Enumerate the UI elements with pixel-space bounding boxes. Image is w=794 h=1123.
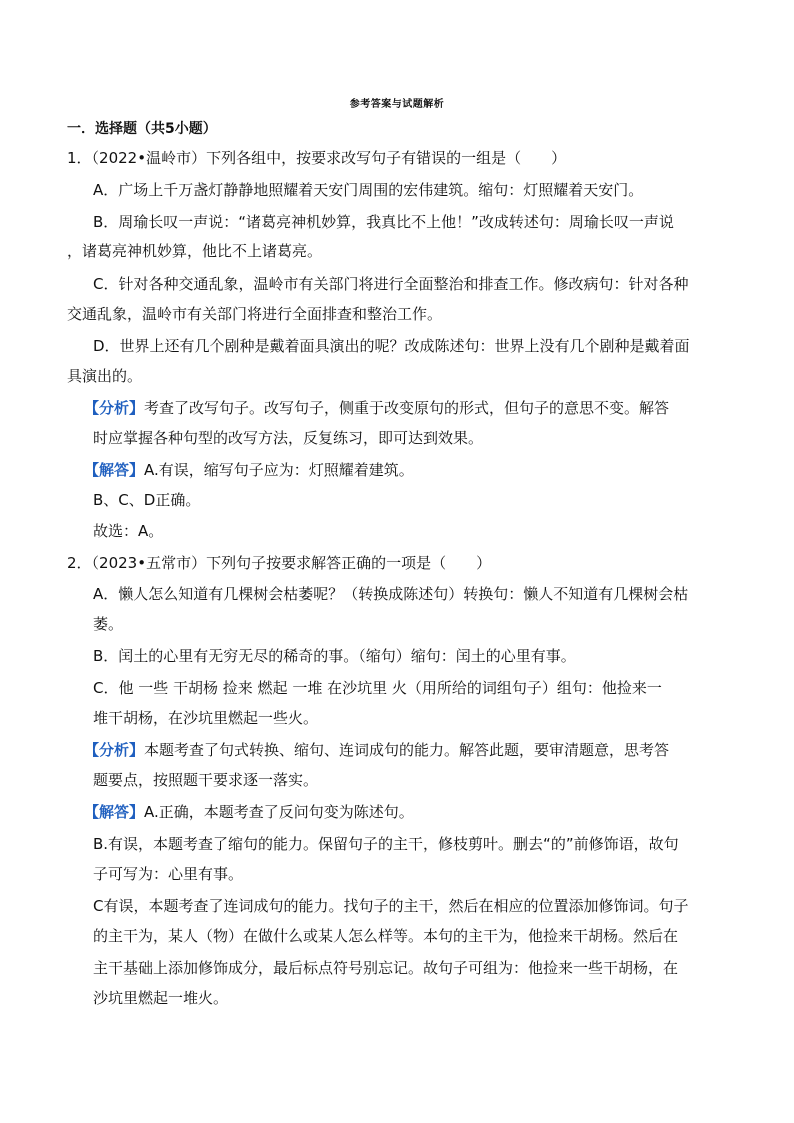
question-2-answer	[84, 802, 414, 822]
question-1-option-d-cont: 具演出的。	[67, 367, 143, 385]
question-2-option-c: C．他 一些 干胡杨 捡来 燃起 一堆 在沙坑里 火（用所给的词组句子）组句：他捡来一	[93, 679, 662, 697]
question-2-stem: 2．（2023•五常市）下列句子按要求解答正确的一项是（ ）	[67, 554, 492, 572]
question-2-answer-line-3: 子可写为：心里有事。	[93, 865, 244, 883]
question-1-answer-line-2: B、C、D正确。	[93, 491, 201, 509]
answer-text: A.正确，本题考查了反问句变为陈述句。	[144, 803, 414, 821]
answer-text: A.有误，缩写句子应为：灯照耀着建筑。	[144, 461, 414, 479]
question-1-option-c-cont: 交通乱象，温岭市有关部门将进行全面排查和整治工作。	[67, 305, 443, 323]
question-1-analysis	[84, 398, 669, 418]
question-1-option-a: A．广场上千万盏灯静静地照耀着天安门周围的宏伟建筑。缩句：灯照耀着天安门。	[93, 181, 644, 199]
question-2-analysis	[84, 740, 669, 760]
question-2-answer-line-6: 主干基础上添加修饰成分，最后标点符号别忘记。故句子可组为：他捡来一些干胡杨，在	[93, 959, 679, 977]
question-1-option-c: C．针对各种交通乱象，温岭市有关部门将进行全面整治和排查工作。修改病句：针对各种	[93, 275, 689, 293]
question-2-answer-line-7: 沙坑里燃起一堆火。	[93, 989, 229, 1007]
question-1-analysis-cont: 时应掌握各种句型的改写方法，反复练习，即可达到效果。	[93, 429, 484, 447]
question-2-option-b: B．闰土的心里有无穷无尽的稀奇的事。（缩句）缩句：闰土的心里有事。	[93, 647, 576, 665]
section-heading: 一．选择题（共5小题）	[67, 121, 217, 137]
analysis-tag: 【分析】	[84, 399, 145, 417]
analysis-tag: 【分析】	[84, 741, 145, 759]
question-1-option-d: D．世界上还有几个剧种是戴着面具演出的呢？改成陈述句：世界上没有几个剧种是戴着面	[93, 337, 690, 355]
question-2-answer-line-2: B.有误，本题考查了缩句的能力。保留句子的主干，修枝剪叶。删去“的”前修饰语，故句	[93, 835, 679, 853]
question-1-answer	[84, 460, 414, 480]
answer-tag: 【解答】	[84, 803, 145, 821]
question-2-answer-line-5: 的主干为，某人（物）在做什么或某人怎么样等。本句的主干为，他捡来干胡杨。然后在	[93, 927, 679, 945]
analysis-text: 考查了改写句子。改写句子，侧重于改变原句的形式，但句子的意思不变。解答	[144, 399, 670, 417]
question-1-choice: 故选：A。	[93, 522, 164, 540]
question-2-answer-line-4: C有误，本题考查了连词成句的能力。找句子的主干，然后在相应的位置添加修饰词。句子	[93, 897, 689, 915]
question-2-option-a: A．懒人怎么知道有几棵树会枯萎呢？（转换成陈述句）转换句：懒人不知道有几棵树会枯	[93, 585, 689, 603]
analysis-text: 本题考查了句式转换、缩句、连词成句的能力。解答此题，要审清题意，思考答	[144, 741, 670, 759]
question-2-option-a-cont: 萎。	[93, 615, 124, 633]
question-1-option-b: B．周瑜长叹一声说：“诸葛亮神机妙算，我真比不上他！”改成转述句：周瑜长叹一声说	[93, 213, 674, 231]
question-1-option-b-cont: ，诸葛亮神机妙算，他比不上诸葛亮。	[67, 242, 323, 260]
question-1-stem: 1．（2022•温岭市）下列各组中，按要求改写句子有错误的一组是（ ）	[67, 149, 567, 167]
question-2-option-c-cont: 堆干胡杨，在沙坑里燃起一些火。	[93, 709, 319, 727]
document-title: 参考答案与试题解析	[349, 99, 445, 110]
question-2-analysis-cont: 题要点，按照题干要求逐一落实。	[93, 771, 319, 789]
answer-tag: 【解答】	[84, 461, 145, 479]
